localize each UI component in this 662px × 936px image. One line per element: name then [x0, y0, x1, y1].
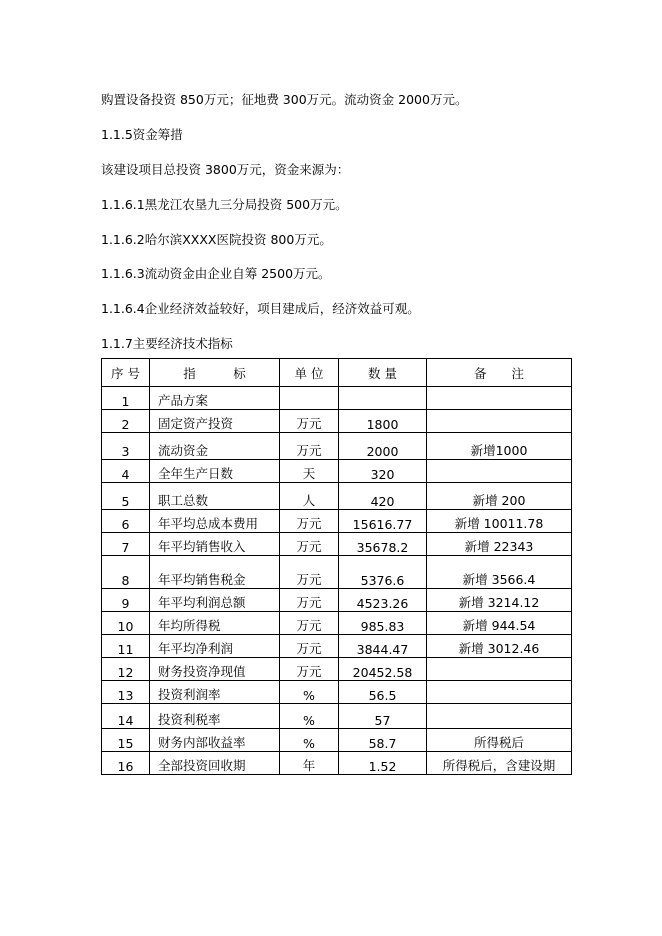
cell-note: 新增 3566.4 — [427, 556, 572, 589]
cell-quantity: 1.52 — [339, 752, 427, 775]
table-row — [102, 681, 572, 704]
cell-indicator: 全部投资回收期 — [150, 752, 280, 775]
cell-indicator: 年平均销售税金 — [150, 556, 280, 589]
cell-quantity: 35678.2 — [339, 533, 427, 556]
cell-note: 所得税后 — [427, 729, 572, 752]
cell-indicator: 流动资金 — [150, 433, 280, 460]
table-row — [102, 729, 572, 752]
cell-index: 7 — [102, 533, 150, 556]
cell-note: 新增 3214.12 — [427, 589, 572, 612]
paragraph-funding-1: 1.1.6.1黑龙江农垦九三分局投资 500万元。 — [101, 197, 348, 212]
cell-unit: % — [280, 729, 339, 752]
cell-index: 14 — [102, 704, 150, 729]
cell-indicator: 财务内部收益率 — [150, 729, 280, 752]
cell-quantity: 3844.47 — [339, 635, 427, 658]
cell-index: 2 — [102, 410, 150, 433]
cell-index: 10 — [102, 612, 150, 635]
table-row — [102, 483, 572, 510]
header-unit: 单 位 — [280, 359, 339, 387]
cell-unit: 万元 — [280, 410, 339, 433]
cell-note — [427, 681, 572, 704]
table-row — [102, 658, 572, 681]
cell-quantity: 56.5 — [339, 681, 427, 704]
table-row — [102, 589, 572, 612]
cell-unit — [280, 387, 339, 410]
table-row — [102, 510, 572, 533]
cell-indicator: 投资利税率 — [150, 704, 280, 729]
heading-funding: 1.1.5资金筹措 — [101, 127, 183, 142]
indicators-table — [101, 358, 572, 775]
table-row — [102, 612, 572, 635]
header-quantity: 数 量 — [339, 359, 427, 387]
paragraph-funding-intro: 该建设项目总投资 3800万元，资金来源为： — [101, 162, 350, 177]
cell-index: 1 — [102, 387, 150, 410]
cell-quantity: 4523.26 — [339, 589, 427, 612]
table-row — [102, 533, 572, 556]
cell-unit: 万元 — [280, 533, 339, 556]
cell-unit: 万元 — [280, 612, 339, 635]
heading-indicators: 1.1.7主要经济技术指标 — [101, 336, 233, 351]
cell-index: 12 — [102, 658, 150, 681]
cell-unit: 人 — [280, 483, 339, 510]
cell-index: 16 — [102, 752, 150, 775]
table-row — [102, 635, 572, 658]
header-index: 序 号 — [102, 359, 150, 387]
cell-quantity: 20452.58 — [339, 658, 427, 681]
cell-unit: 万元 — [280, 635, 339, 658]
cell-note — [427, 658, 572, 681]
cell-unit: 年 — [280, 752, 339, 775]
cell-note — [427, 410, 572, 433]
table-row — [102, 460, 572, 483]
cell-note: 新增 3012.46 — [427, 635, 572, 658]
cell-index: 8 — [102, 556, 150, 589]
table-row — [102, 433, 572, 460]
cell-index: 15 — [102, 729, 150, 752]
cell-note: 新增 200 — [427, 483, 572, 510]
cell-index: 3 — [102, 433, 150, 460]
paragraph-funding-3: 1.1.6.3流动资金由企业自筹 2500万元。 — [101, 266, 331, 281]
cell-quantity — [339, 387, 427, 410]
cell-quantity: 320 — [339, 460, 427, 483]
cell-note — [427, 387, 572, 410]
cell-note: 新增 944.54 — [427, 612, 572, 635]
cell-quantity: 1800 — [339, 410, 427, 433]
header-indicator: 指 标 — [150, 359, 280, 387]
cell-index: 9 — [102, 589, 150, 612]
cell-quantity: 15616.77 — [339, 510, 427, 533]
cell-indicator: 固定资产投资 — [150, 410, 280, 433]
cell-indicator: 年均所得税 — [150, 612, 280, 635]
cell-indicator: 财务投资净现值 — [150, 658, 280, 681]
table-row — [102, 387, 572, 410]
paragraph-funding-2: 1.1.6.2哈尔滨XXXX医院投资 800万元。 — [101, 232, 332, 247]
cell-indicator: 产品方案 — [150, 387, 280, 410]
cell-unit: 万元 — [280, 433, 339, 460]
header-note: 备 注 — [427, 359, 572, 387]
table-row — [102, 704, 572, 729]
cell-quantity: 420 — [339, 483, 427, 510]
cell-quantity: 58.7 — [339, 729, 427, 752]
cell-note: 所得税后，含建设期 — [427, 752, 572, 775]
cell-unit: 万元 — [280, 589, 339, 612]
table-header-row — [102, 359, 572, 387]
cell-indicator: 全年生产日数 — [150, 460, 280, 483]
cell-indicator: 年平均利润总额 — [150, 589, 280, 612]
table-row — [102, 752, 572, 775]
cell-index: 6 — [102, 510, 150, 533]
cell-unit: % — [280, 681, 339, 704]
cell-index: 13 — [102, 681, 150, 704]
cell-unit: 万元 — [280, 658, 339, 681]
cell-unit: 万元 — [280, 556, 339, 589]
cell-note: 新增1000 — [427, 433, 572, 460]
paragraph-investment: 购置设备投资 850万元；征地费 300万元。流动资金 2000万元。 — [101, 92, 468, 107]
cell-note — [427, 460, 572, 483]
table-row — [102, 556, 572, 589]
cell-quantity: 2000 — [339, 433, 427, 460]
cell-indicator: 职工总数 — [150, 483, 280, 510]
table-row — [102, 410, 572, 433]
cell-index: 4 — [102, 460, 150, 483]
cell-index: 11 — [102, 635, 150, 658]
cell-unit: 天 — [280, 460, 339, 483]
cell-unit: 万元 — [280, 510, 339, 533]
cell-index: 5 — [102, 483, 150, 510]
cell-indicator: 投资利润率 — [150, 681, 280, 704]
cell-indicator: 年平均销售收入 — [150, 533, 280, 556]
cell-quantity: 57 — [339, 704, 427, 729]
paragraph-funding-4: 1.1.6.4企业经济效益较好，项目建成后，经济效益可观。 — [101, 301, 420, 316]
cell-note — [427, 704, 572, 729]
cell-note: 新增 22343 — [427, 533, 572, 556]
cell-quantity: 5376.6 — [339, 556, 427, 589]
cell-unit: % — [280, 704, 339, 729]
cell-quantity: 985.83 — [339, 612, 427, 635]
cell-indicator: 年平均净利润 — [150, 635, 280, 658]
cell-note: 新增 10011.78 — [427, 510, 572, 533]
cell-indicator: 年平均总成本费用 — [150, 510, 280, 533]
